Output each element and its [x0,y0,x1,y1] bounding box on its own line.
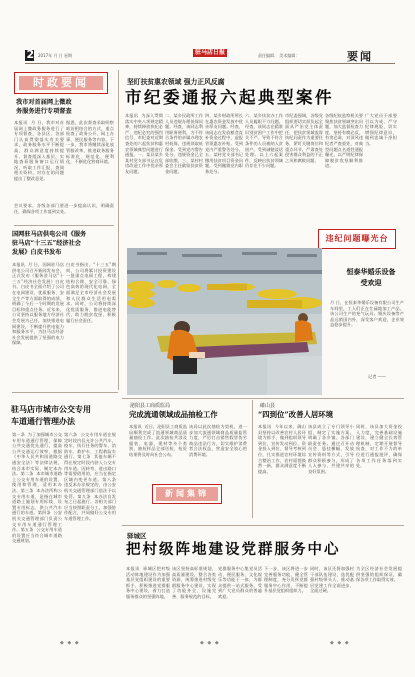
sidebar-headline-1: 我市对首届网上微政 务服务进行专项督查 [16,99,72,115]
lead-headline: 市纪委通报六起典型案件 [125,88,334,107]
exposure-badge-label: 违纪问题曝光台 [325,234,389,243]
lead-col-1: 本报讯 为深入贯彻落实中央八项规定精神，持续释放执纪必严、违纪必究的强烈信号，市纪委对近期查处的六起扶贫和惠农领域典型问题进行通报。一、某县某乡某村党支部书记在危房改造工作中优亲厚友问题。 [125,113,163,174]
mid-top-rule [122,398,404,399]
lead-col-7: 广大党员干部要引以为戒，严守纪律规矩，切实增强纪律意识，做到忠诚干净担当。 [365,113,397,146]
bottom-headline: 把村级阵地建设党群服务中心 [126,541,341,558]
sidebar-headline-2: 国网驻马店供电公司《服务 驻马店“十三五”经济社会 发展》白皮书发布 [12,231,87,256]
footer-ornament-mid: ◆ ◆ ◆ [200,640,220,646]
lead-col-2: 二、某乡民政所工作人员违规办理低保问题。经查，该同志利用职务便利，为不符合条件的亲属办理农村低保，违规领取低保金。受到党内警告处分，违规资金已全部收缴。三、某村村委会主任截留扶贫资金问题。 [165,113,203,174]
page-number-box [25,50,34,61]
editor-line: 责任编辑： 美术编辑： [258,53,300,58]
mid-right-col-1: 本报讯 今年以来，确山县坚持以改善农村人居环境为抓手，做到组织领导到位、宣传发动到位、资金投入到位、督导考核到位，扎实推进农村环境综合整治工作，农村面貌焕然一新，群众满意度不断提高。 [258,424,306,474]
bottom-col-6: 为全区经济社会发展提供坚强的组织保证，确保各项工作取得实效。 [356,566,402,583]
exposure-badge [318,229,396,249]
bottom-col-2: 该区坚持高标准规划、高质量建设，整合各类资源，统筹推进村级党群服务中心建设，实现了功能齐全、设施完善、服务规范的目标。 [172,566,216,599]
mid-left-col-1: 本报讯 近日，泌阳县工商质监局顺利完成了流通领域商品质量抽检工作。此次抽检共涉及服装、电器、建材等多个类别，抽检样品全部送检，检验结果将及时向社会公布。 [129,424,187,457]
sidebar-body-1a: 本报讯 月 日，我市对首届网上微政务服务进行了专项督查，各县区、各部门认真贯彻落实有关要求，政务服务水平不断提高，群众满意度持续提升。督查组深入基层，实地查看服务窗口运行情况，听取工作汇报，查阅相关资料，对存在的问题提出了整改意见。 [14,120,64,181]
news-collection-box [152,484,222,504]
news-collection-label: 新闻集锦 [165,489,209,498]
mid-right-col-2: 该县成立了专门领导小组，制定了实施方案，明确了各乡镇、各部门职责任务。通过召开动员会、悬挂横幅、发放宣传资料等方式，引导群众积极参与，形成了人人参与、共建共享的良好氛围。 [308,424,354,474]
lead-col-5: 市纪委强调，各级党组织要切实担负起全面从严治党主体责任，把扶贫领域监督执纪问责作为重要任务，紧盯关键岗位和重点环节，严肃查处侵害群众利益的不正之风和腐败问题。 [285,113,323,163]
photo-caption-title: 恒泰华婚乐设备 受欢迎 [346,267,396,287]
photo-credit: 记者 —— [368,374,387,379]
bus-top-rule [12,392,118,393]
column-rule [118,70,119,390]
mid-left-kicker: 泌阳县工商质监局 [130,403,171,409]
mid-left-headline: 完成流通领域成品抽检工作 [129,410,218,419]
bus-col-1: 第一条 为了加强城市公交专用车道通行管理，保障公共交通优先通行，提高公共交通运行效率，根据《中华人民共和国道路交通安全法》等法律法规，结合本市实际，制定本办法。第二条 本市城市道路上公交专用车道的设置、使用和管理，适用本办法。第三条 本办法所称公交专用车道，是指在城市道路上施划专用标线、设置专用标志，供公共汽车通行的车道。第四条 公安机关交通管理部门负责公交专用车道通行管理工作。第五条 公交专用车道的设置应当符合城市道路交通规划。 [12,432,62,544]
masthead: 驻马店日报 [195,49,226,56]
sidebar-label-box [14,72,108,94]
section-title: 要闻 [347,50,373,63]
page-number: 2 [26,48,35,61]
mid-left-col-2: 该局以此次抽检为契机，进一步加大流通领域商品质量监管力度，严厉打击销售假冒伪劣商品违法行为，切实维护消费者合法权益，营造安全放心的消费环境。 [189,424,247,457]
mid-right-kicker: 確山县 [260,403,276,409]
footer-ornament-right: ◆ ◆ ◆ [330,640,350,646]
footer-ornament-left: ◆ ◆ ◆ [60,640,80,646]
factory-photo [127,248,322,395]
bottom-col-5: 同时，该区还将加强村干部队伍建设，选优配强村级带头人，推动基层党建工作全面进步、全面过硬。 [310,566,354,594]
bus-col-2: 第六条 公交专用车道在规定时段内仅允许公共汽车、校车、执行任务的警车、消防车、救护车、工程救险车通行。第七条 其他车辆不得在规定时段内驶入公交专用车道。因转弯、进出路口等需要借用的，应当在指定区域内变更车道。第八条 违反本办法规定的，由公安机关交通管理部门依法予以处罚。第九条 本办法自发布之日起施行。各相关部门应当按照职责分工，加强协作配合，共同做好公交专用车道管理工作。 [64,432,119,521]
mid-vertical-rule [252,400,253,518]
sidebar-body-2b: 白皮书指出，“十三五”期间，公司将累计投资建设一批重点电网工程，构建结构合理、安全可靠、绿色高效的现代化电网，全面满足全市经济社会发展和人民群众生活用电需求。同时，公司将持续深化优质服务，推进电能替代，助力脱贫攻坚，积极履行社会责任。 [66,262,116,323]
bottom-top-rule [122,525,404,526]
lead-kicker: 坚盯扶贫惠农领域 强力正风反腐 [127,78,225,86]
bus-headline: 驻马店市城市公交专用 车道通行管理办法 [11,404,91,426]
mid-right-col-3: 同时，该县加大资金投入力度，完善基础设施建设，建立健全长效管理机制，定期开展督导检查，对工作不力的单位进行通报批评，确保各项工作任务落到实处。 [356,424,402,469]
mid-right-headline: “四到位”改善人居环境 [258,410,334,419]
header-rule [25,63,395,64]
lead-col-6: 各级纪检监察机关要聚焦扶贫领域突出问题，加大监督检查力度，坚持有腐必反、有贪必肃，对顶风违纪者严查重处，对典型问题点名道姓通报曝光，以严明纪律保障脱贫攻坚顺利推进。 [325,113,363,169]
lead-col-4: 六、某乡扶贫办工作人员履职不力问题。经查，该同志在精准识别贫困户工作中把关不严，导致不符合条件的人员被纳入贫困户。受到诫勉谈话处理。以上六起案件，反映出扶贫领域仍存在不少问题。 [245,113,283,169]
sidebar-body-2a: 本报讯 月 日，国网驻马店供电公司召开新闻发布会，正式发布《服务驻马店“十三五”经济社会发展》白皮书。白皮书全面介绍了公司在电网建设、优质服务、安全生产等方面取得的成绩，明确了今后一个时期的发展目标和重点任务。近年来，公司坚持以服务地方经济社会发展为己任，加快推进电网建设，不断提升供电能力和服务水平，为驻马店经济社会发展提供了坚强的电力保障。 [12,262,64,346]
photo-caption-body: 月 日，在恒泰华婚乐设备有限公司生产车间里，工人们正在忙碌地加工产品。该公司生产的充气玩具、婚庆设备等产品远销国内外，深受客户欢迎，企业效益稳步提升。 [330,300,404,328]
sidebar-label: 时政要闻 [33,76,89,89]
bottom-col-3: 党群服务中心集党员活动、便民服务、文化娱乐等功能于一体，为群众提供一站式服务，受到广大党员群众的普遍欢迎。 [218,566,262,599]
lead-col-3: 四、某乡财政所所长在惠农资金发放中优亲厚友问题。经查，该同志在发放粮食直补资金过程中，虚报冒领惠农补贴。受到党内严重警告处分。五、某村党支部书记挪用扶贫项目资金问题。受到撤销党内职务处分。 [205,113,243,174]
sidebar-divider-1 [14,225,114,226]
sidebar-body-1b: 据悉，此次督查采取明察暗访相结合的方式，重点检查了政务公开、网上办事、便民服务等内容。下一步，我市将继续深化放管服改革，推进政务服务标准化、规范化、便利化，不断优化营商环境。 [66,120,114,165]
date-line: 2017年 月 日 星期 [38,53,72,58]
page-header [0,0,415,66]
sidebar-body-1c: 会议要求，各级各部门要进一步提高认识，明确责任，确保各项工作落到实处。 [14,203,114,214]
bottom-col-4: 下一步，该区将进一步完善服务功能，健全管理制度，充分发挥党群服务中心作用，不断提升基层党组织组织力。 [264,566,308,594]
bottom-kicker: 驿城区 [127,532,147,540]
bottom-col-1: 本报讯 驿城区把村级活动阵地建设作为加强基层党组织建设的重要抓手，积极推进党群服务中心建设，着力打造服务群众的坚强阵地。 [126,566,170,599]
